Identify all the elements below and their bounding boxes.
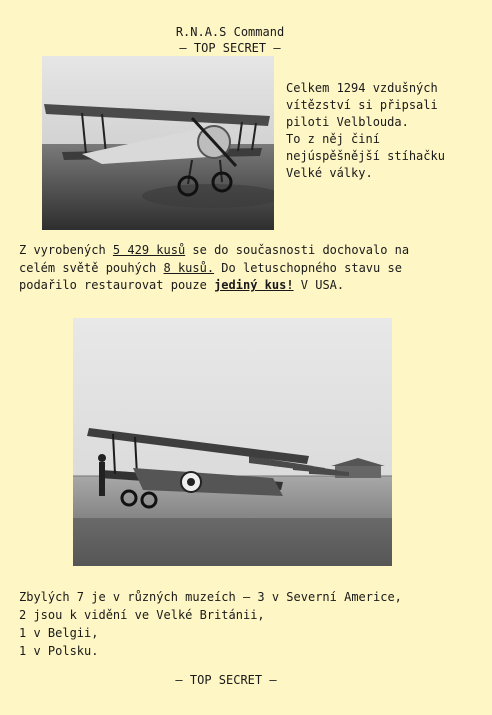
text-span: V USA. [293, 278, 345, 292]
produced-count: 5 429 kusů [112, 243, 186, 257]
text-line: nejúspěšnější stíhačku [286, 149, 445, 163]
text-span: se do současnosti dochovalo na [185, 243, 410, 257]
text-span: celém světě pouhých [19, 260, 164, 275]
text-line: piloti Velblouda. [286, 115, 409, 129]
top-secret-footer: – TOP SECRET – [175, 673, 277, 687]
text-line [19, 260, 489, 278]
text-line [19, 277, 489, 295]
text-line: vítězství si připsali [286, 98, 438, 112]
document-header [0, 24, 460, 56]
biplane-photo [42, 56, 274, 230]
text-span: Do letuschopného stavu se [214, 260, 402, 275]
top-secret-label: – TOP SECRET – [179, 41, 281, 55]
airworthy-count: jediný kus! [214, 278, 294, 292]
command-title: R.N.A.S Command [175, 25, 285, 39]
museums-paragraph [19, 588, 489, 660]
production-paragraph [19, 242, 489, 295]
text-line: Zbylých 7 je v různých muzeích – 3 v Severní Americe, [19, 590, 402, 604]
text-line: Velké války. [286, 166, 373, 180]
airfield-lineup-photo [73, 318, 392, 566]
text-line: Celkem 1294 vzdušných [286, 81, 438, 95]
text-span: podařilo restaurovat pouze [19, 278, 215, 292]
victories-text [286, 80, 486, 182]
text-line [19, 242, 489, 260]
surviving-count: 8 kusů. [163, 260, 215, 275]
text-line: 1 v Belgii, [19, 626, 99, 640]
text-line: To z něj činí [286, 132, 380, 146]
text-line: 2 jsou k vidění ve Velké Británii, [19, 608, 265, 622]
text-span: Z vyrobených [19, 243, 113, 257]
text-line: 1 v Polsku. [19, 644, 99, 658]
